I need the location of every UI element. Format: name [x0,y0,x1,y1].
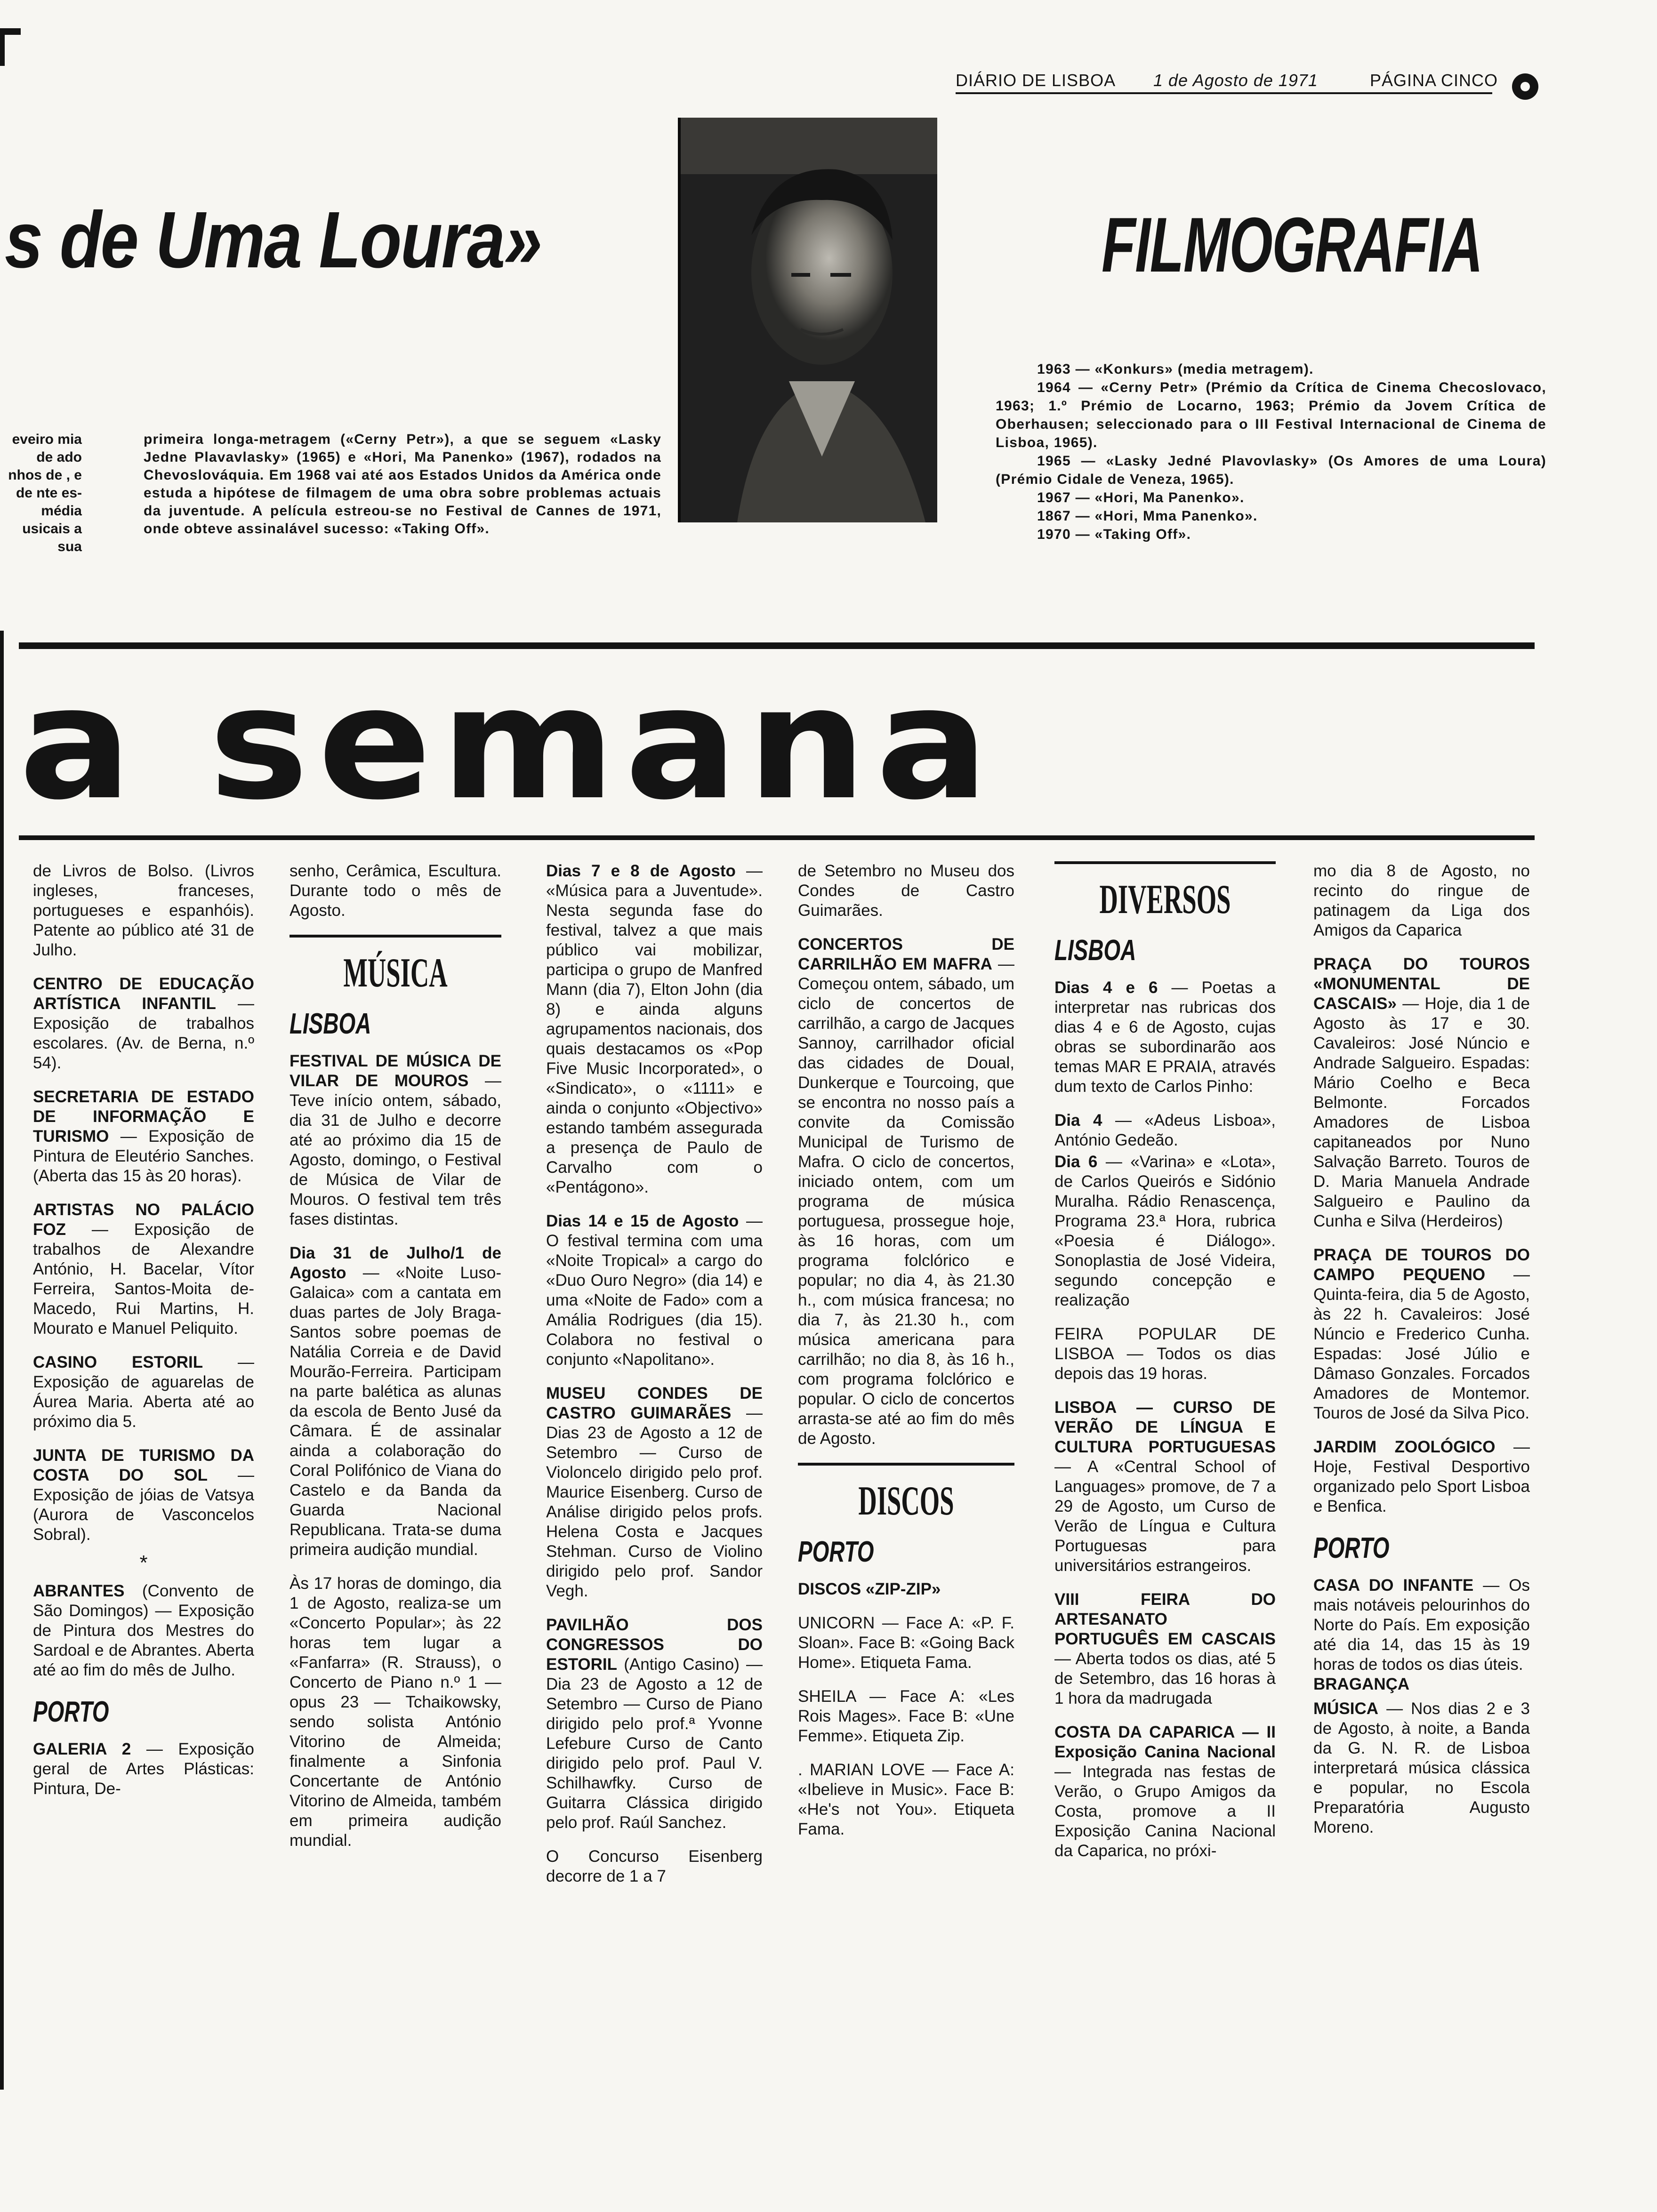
listing-entry: mo dia 8 de Agosto, no recinto do ringue de patinagem da Liga dos Amigos da Caparica [1313,862,1530,939]
listing-entry: GALERIA 2 — Exposição geral de Artes Plásticas: Pintura, De- [33,1740,254,1798]
headline-left: s de Uma Loura» [5,195,541,285]
masthead-rule [956,92,1492,94]
listing-title: VIII FEIRA DO ARTESANATO PORTUGUÊS EM CASCAIS [1054,1590,1276,1648]
city-heading-porto: PORTO [1313,1532,1390,1564]
listing-title: Dias 14 e 15 de Agosto [546,1212,739,1230]
masthead-page: PÁGINA CINCO [1370,71,1498,90]
listing-entry: FEIRA POPULAR DE LISBOA — Todos os dias depois das 19 horas. [1054,1325,1276,1383]
portrait-photo [678,118,937,522]
listing-entry: PRAÇA DO TOUROS «MONUMENTAL DE CASCAIS» — Hoje, dia 1 de Agosto às 17 e 30. Cavaleiros: José Núncio e Andrade Salgueiro. Espadas: Mário Coelho e Beca Belmonte. Forcados Amadores de Lisboa capitaneados por Nuno Salvação Barreto. Touros de D. Maria Manuela Andrade Salgueiro e Paulino da Cunha e Silva (Herdeiros) [1313,955,1530,1230]
listing-entry: MÚSICA — Nos dias 2 e 3 de Agosto, à noite, a Banda da G. N. R. de Lisboa interpretará música clássica e popular, no Escola Preparatória Augusto Moreno. [1313,1699,1530,1836]
listing-title: ARTISTAS NO PALÁCIO FOZ [33,1201,254,1239]
listing-title: JARDIM ZOOLÓGICO [1313,1438,1496,1456]
listing-title: Dias 7 e 8 de Agosto [546,862,736,880]
listing-entry: MUSEU CONDES DE CASTRO GUIMARÃES — Dias 23 de Agosto a 12 de Setembro — Curso de Violoncelo dirigido pelo prof. Maurice Eisenberg. Curso de Análise dirigido pelos profs. Helena Costa e Jacques Stehman. Curso de Violino dirigido pelo prof. Sandor Vegh. [546,1384,763,1600]
listing-entry: CASA DO INFANTE — Os mais notáveis pelourinhos do Norte do País. Em exposição até dia 14, das 15 às 19 horas de todos os dias úteis. [1313,1576,1530,1674]
listing-entry: Dias 14 e 15 de Agosto — O festival termina com uma «Noite Tropical» a cargo do «Duo Ouro Negro» (dia 14) e uma «Noite de Fado» com a Amália Rodrigues (dia 15). Colabora no festival o conjunto «Napolitano». [546,1212,763,1369]
masthead-paper: DIÁRIO DE LISBOA [956,71,1116,90]
listing-title: GALERIA 2 [33,1740,131,1758]
section-heading-musica: MÚSICA [343,950,448,996]
column-4 [798,861,1014,1853]
section-banner: a semana [19,653,998,834]
listing-entry: O Concurso Eisenberg decorre de 1 a 7 [546,1847,763,1885]
headline-filmografia: FILMOGRAFIA [1102,201,1483,288]
masthead-date: 1 de Agosto de 1971 [1153,71,1318,90]
listing-title: Dia 4 [1054,1111,1102,1130]
listing-entry: CONCERTOS DE CARRILHÃO EM MAFRA — Começou ontem, sábado, um ciclo de concertos de carrilhão, a cargo de Jacques Sannoy, carrilhador oficial das cidades de Doual, Dunkerque e Tourcoing, que se encontra no nosso país a convite da Comissão Municipal de Turismo de Mafra. O ciclo de concertos, iniciado ontem, com um programa de música portuguesa, prossegue hoje, às 16 horas, com um programa folclórico e popular; no dia 4, às 21.30 h., com música francesa; no dia 7, às 21.30 h., com música americana para carrilhão; no dia 8, às 16 h., com programa folclórico e popular. O ciclo de concertos arrasta-se até ao fim do mês de Agosto. [798,935,1015,1448]
filmography-entry: 1967 — «Hori, Ma Panenko». [1037,490,1245,505]
listing-entry: CENTRO DE EDUCAÇÃO ARTÍSTICA INFANTIL — Exposição de trabalhos escolares. (Av. de Berna, n.º 54). [33,975,254,1072]
listing-title: CENTRO DE EDUCAÇÃO ARTÍSTICA INFANTIL [33,975,254,1013]
listing-title: CONCERTOS DE CARRILHÃO EM MAFRA [798,935,1014,973]
listing-title: FESTIVAL DE MÚSICA DE VILAR DE MOUROS [290,1052,501,1090]
city-heading-porto: PORTO [798,1536,874,1568]
listing-title: JUNTA DE TURISMO DA COSTA DO SOL [33,1446,254,1484]
column-6 [1313,861,1530,1851]
filmography-entry: 1964 — «Cerny Petr» (Prémio da Crítica de Cinema Checoslovaco, 1963; 1.º Prémio de Locarno, 1963; Prémio da Jovem Crítica de Oberhausen; seleccionado para o III Festival Internacional de Cinema de Lisboa, 1965). [996,380,1546,450]
filmography-list [996,360,1546,544]
listing-entry: Dias 4 e 6 — Poetas a interpretar nas rubricas dos dias 4 e 6 de Agosto, cujas obras se subordinarão aos temas MAR E PRAIA, através dum texto de Carlos Pinho: [1054,978,1276,1096]
listing-entry: VIII FEIRA DO ARTESANATO PORTUGUÊS EM CASCAIS — Aberta todos os dias, até 5 de Setembro, das 16 horas à 1 hora da madrugada [1054,1590,1276,1707]
city-heading-porto: PORTO [33,1696,109,1728]
listing-title: LISBOA — CURSO DE VERÃO DE LÍNGUA E CULTURA PORTUGUESAS [1054,1398,1276,1456]
listing-title: PAVILHÃO DOS CONGRESSOS DO ESTORIL [546,1616,763,1674]
listing-entry: de Livros de Bolso. (Livros ingleses, franceses, portugueses e espanhóis). Patente ao público até 31 de Julho. [33,862,254,959]
listing-subheading: BRAGANÇA [1313,1675,1410,1693]
listing-entry: PRAÇA DE TOUROS DO CAMPO PEQUENO — Quinta-feira, dia 5 de Agosto, às 22 h. Cavaleiros: José Núncio e Frederico Cunha. Espadas: José Júlio e Dâmaso Gonzales. Forcados Amadores de Montemor. Touros de José da Silva Pico. [1313,1246,1530,1422]
separator-star: * [139,1551,148,1574]
listing-entry: CASINO ESTORIL — Exposição de aguarelas de Áurea Maria. Aberta até ao próximo dia 5. [33,1353,254,1431]
listing-entry: SHEILA — Face A: «Les Rois Mages». Face B: «Une Femme». Etiqueta Zip. [798,1687,1014,1745]
listing-entry: Dia 4 — «Adeus Lisboa», António Gedeão. [1054,1111,1276,1149]
page-dot-icon [1512,73,1538,100]
filmography-entry: 1970 — «Taking Off». [1037,527,1191,542]
section-heading-discos: DISCOS [858,1478,954,1524]
listing-title: Dia 31 de Julho/1 de Agosto [290,1244,501,1282]
city-heading-lisboa: LISBOA [1054,934,1136,967]
masthead [956,71,1539,93]
listing-title: SECRETARIA DE ESTADO DE INFORMAÇÃO E TURISMO [33,1088,254,1146]
section-heading-diversos: DIVERSOS [1099,877,1231,922]
filmography-entry: 1965 — «Lasky Jedné Plavovlasky» (Os Amores de uma Loura) (Prémio Cidale de Veneza, 1965). [996,453,1546,487]
column-2 [290,861,501,1865]
column-3 [546,861,763,1900]
listing-title: COSTA DA CAPARICA — II Exposição Canina Nacional [1054,1723,1276,1761]
filmography-entry: 1867 — «Hori, Mma Panenko». [1037,508,1258,524]
listing-entry: Dia 31 de Julho/1 de Agosto — «Noite Luso-Galaica» com a cantata em duas partes de Joly Braga-Santos sobre poemas de Natália Correia e de David Mourão-Ferreira. Participam na parte balética as alunas da escola de Bento Jusé da Câmara. É de assinalar ainda a colaboração do Coral Polifónico de Viana do Castelo e da Banda da Guarda Nacional Republicana. Trata-se duma primeira audição mundial. [290,1244,501,1559]
listing-entry: FESTIVAL DE MÚSICA DE VILAR DE MOUROS — Teve início ontem, sábado, dia 31 de Julho e decorre até ao próximo dia 15 de Agosto, domingo, o Festival de Música de Vilar de Mouros. O festival tem três fases distintas. [290,1052,501,1228]
banner-rule [19,642,1535,649]
listing-entry: ABRANTES (Convento de São Domingos) — Exposição de Pintura dos Mestres do Sardoal e de Abrantes. Aberta até ao fim do mês de Julho. [33,1582,254,1679]
listing-entry: Às 17 horas de domingo, dia 1 de Agosto, realiza-se um «Concerto Popular»; às 22 horas tem lugar a «Fanfarra» (R. Strauss), o Concerto de Piano n.º 1 — opus 23 — Tchaikowsky, sendo solista António Vitorino de Almeida; finalmente a Sinfonia Concertante de António Vitorino de Almeida, também em primeira audição mundial. [290,1574,501,1850]
listing-title: Dia 6 [1054,1153,1098,1171]
crop-mark [0,28,5,66]
listing-title: PRAÇA DE TOUROS DO CAMPO PEQUENO [1313,1246,1530,1284]
listing-entry: JUNTA DE TURISMO DA COSTA DO SOL — Exposição de jóias de Vatsya (Aurora de Vasconcelos Sobral). [33,1446,254,1544]
listing-entry: UNICORN — Face A: «P. F. Sloan». Face B: «Going Back Home». Etiqueta Fama. [798,1614,1014,1672]
listing-entry: de Setembro no Museu dos Condes de Castro Guimarães. [798,862,1014,920]
listing-entry: COSTA DA CAPARICA — II Exposição Canina Nacional — Integrada nas festas de Verão, o Grupo Amigos da Costa, promove a II Exposição Canina Nacional da Caparica, no próxi- [1054,1723,1276,1860]
listing-title: MÚSICA [1313,1699,1379,1718]
listing-title: MUSEU CONDES DE CASTRO GUIMARÃES [546,1384,763,1422]
listing-entry: LISBOA — CURSO DE VERÃO DE LÍNGUA E CULTURA PORTUGUESAS — A «Central School of Languages» promove, de 7 a 29 de Agosto, um Curso de Verão de Língua e Cultura Portuguesas para universitários estrangeiros. [1054,1398,1276,1575]
intro-paragraph: primeira longa-metragem («Cerny Petr»), a que se seguem «Lasky Jedne Plavavlasky» (1965) e «Hori, Ma Panenko» (1967), rodados na Chevoslováquia. Em 1968 vai até aos Estados Unidos da América onde estuda a hipótese de filmagem de uma obra sobre problemas actuais da juventude. A película estreou-se no Festival de Cannes de 1971, onde obteve assinalável sucesso: «Taking Off». [144,432,661,537]
banner-rule [19,835,1535,840]
listing-title: CASA DO INFANTE [1313,1576,1474,1595]
listing-entry: Dia 6 — «Varina» e «Lota», de Carlos Queirós e Sidónio Muralha. Rádio Renascença, Programa 23.ª Hora, rubrica «Poesia é Diálogo». Sonoplastia de José Videira, segundo concepção e realização [1054,1153,1276,1309]
listing-entry: JARDIM ZOOLÓGICO — Hoje, Festival Desportivo organizado pelo Sport Lisboa e Benfica. [1313,1438,1530,1515]
listing-entry: Dias 7 e 8 de Agosto — «Música para a Juventude». Nesta segunda fase do festival, talvez a que mais público vai mobilizar, participa o grupo de Manfred Mann (dia 7), Elton John (dia 8) e ainda alguns agrupamentos nacionais, dos quais destacamos os «Pop Five Music Incorporated», o «Sindicato», o «1111» e ainda o conjunto «Objectivo» estando também assegurada a presença de Paulo de Carvalho com o «Pentágono». [546,862,763,1196]
cut-column-text: eveiro mia de ado nhos de , e de nte es- média usicais a sua [8,432,82,554]
listing-entry: ARTISTAS NO PALÁCIO FOZ — Exposição de trabalhos de Alexandre António, H. Bacelar, Vítor Ferreira, Santos-Moita de-Macedo, Rui Martins, H. Mourato e Manuel Peliquito. [33,1201,254,1338]
page-edge [0,631,4,2090]
listing-subheading: DISCOS «ZIP-ZIP» [798,1580,941,1598]
listing-title: ABRANTES [33,1582,125,1600]
listing-entry: PAVILHÃO DOS CONGRESSOS DO ESTORIL (Antigo Casino) — Dia 23 de Agosto a 12 de Setembro — Curso de Piano dirigido pelo prof.ª Yvonne Lefebure Curso de Canto dirigido pelo prof. Paul V. Schilhawfky. Curso de Guitarra Clássica dirigido pelo prof. Raúl Sanchez. [546,1616,763,1832]
section-rule [1054,861,1276,864]
listing-title: CASINO ESTORIL [33,1353,203,1371]
filmography-entry: 1963 — «Konkurs» (media metragem). [1037,361,1314,377]
listing-title: Dias 4 e 6 [1054,978,1158,997]
column-5 [1054,861,1276,1875]
listing-entry: senho, Cerâmica, Escultura. Durante todo o mês de Agosto. [290,862,501,920]
listing-title: PRAÇA DO TOUROS «MONUMENTAL DE CASCAIS» [1313,955,1530,1013]
listing-entry: SECRETARIA DE ESTADO DE INFORMAÇÃO E TURISMO — Exposição de Pintura de Eleutério Sanches. (Aberta das 15 às 20 horas). [33,1088,254,1185]
section-rule [290,935,501,938]
section-rule [798,1463,1014,1466]
city-heading-lisboa: LISBOA [290,1008,371,1040]
column-1 [33,861,254,1813]
listing-entry: . MARIAN LOVE — Face A: «Ibelieve in Music». Face B: «He's not You». Etiqueta Fama. [798,1761,1014,1838]
